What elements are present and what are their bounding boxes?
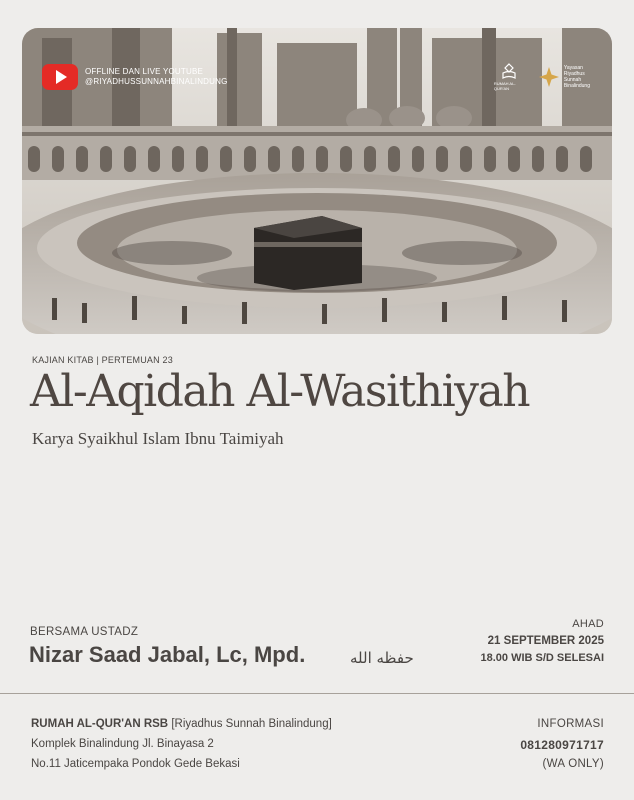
organization-logos — [494, 62, 590, 92]
yayasan-line4: Binalindung — [563, 83, 590, 89]
venue-name-detail: [Riyadhus Sunnah Binalindung] — [171, 718, 332, 730]
yayasan-text — [564, 65, 590, 89]
event-subtitle: Karya Syaikhul Islam Ibnu Taimiyah — [32, 429, 284, 448]
youtube-badge[interactable] — [42, 64, 228, 90]
speaker-honorific: حفظه الله — [350, 649, 414, 667]
yayasan-logo — [538, 65, 590, 89]
speaker-name: Nizar Saad Jabal, Lc, Mpd. — [29, 642, 306, 667]
schedule-date: 21 SEPTEMBER 2025 — [487, 635, 604, 647]
star-emblem-icon — [538, 66, 560, 88]
venue-address-line2: No.11 Jaticempaka Pondok Gede Bekasi — [31, 758, 240, 770]
schedule-day: AHAD — [572, 618, 604, 630]
contact-phone[interactable]: 081280971717 — [520, 738, 604, 752]
yayasan-line3: Sunnah — [563, 77, 582, 83]
event-title: Al-Aqidah Al-Wasithiyah — [30, 366, 530, 417]
speaker-label: BERSAMA USTADZ — [30, 626, 139, 638]
schedule-time: 18.00 WIB S/D SELESAI — [480, 652, 604, 664]
youtube-line1: OFFLINE DAN LIVE YOUTUBE — [85, 67, 204, 76]
yayasan-line2: Riyadhus — [563, 71, 585, 77]
venue-name-line — [31, 718, 332, 730]
yayasan-line1: Yayasan — [563, 65, 583, 71]
contact-block — [520, 718, 604, 770]
schedule-block — [481, 618, 604, 664]
contact-note: (WA ONLY) — [542, 758, 604, 770]
masjid-photo — [22, 28, 612, 334]
venue-block — [31, 718, 332, 770]
contact-label: INFORMASI — [537, 718, 604, 730]
youtube-handle: @RIYADHUSSUNNAHBINALINDUNG — [85, 77, 228, 86]
book-crest-icon — [500, 63, 518, 81]
event-kicker: KAJIAN KITAB | PERTEMUAN 23 — [32, 355, 173, 365]
rumah-quran-logo — [494, 62, 524, 92]
youtube-icon — [42, 64, 78, 90]
youtube-text — [85, 67, 228, 87]
venue-name: RUMAH AL-QUR'AN RSB — [31, 718, 169, 730]
section-divider — [0, 693, 634, 694]
rumah-quran-caption: RUMAH AL-QUR'AN — [493, 81, 516, 91]
venue-address-line1: Komplek Binalindung Jl. Binayasa 2 — [31, 738, 214, 750]
